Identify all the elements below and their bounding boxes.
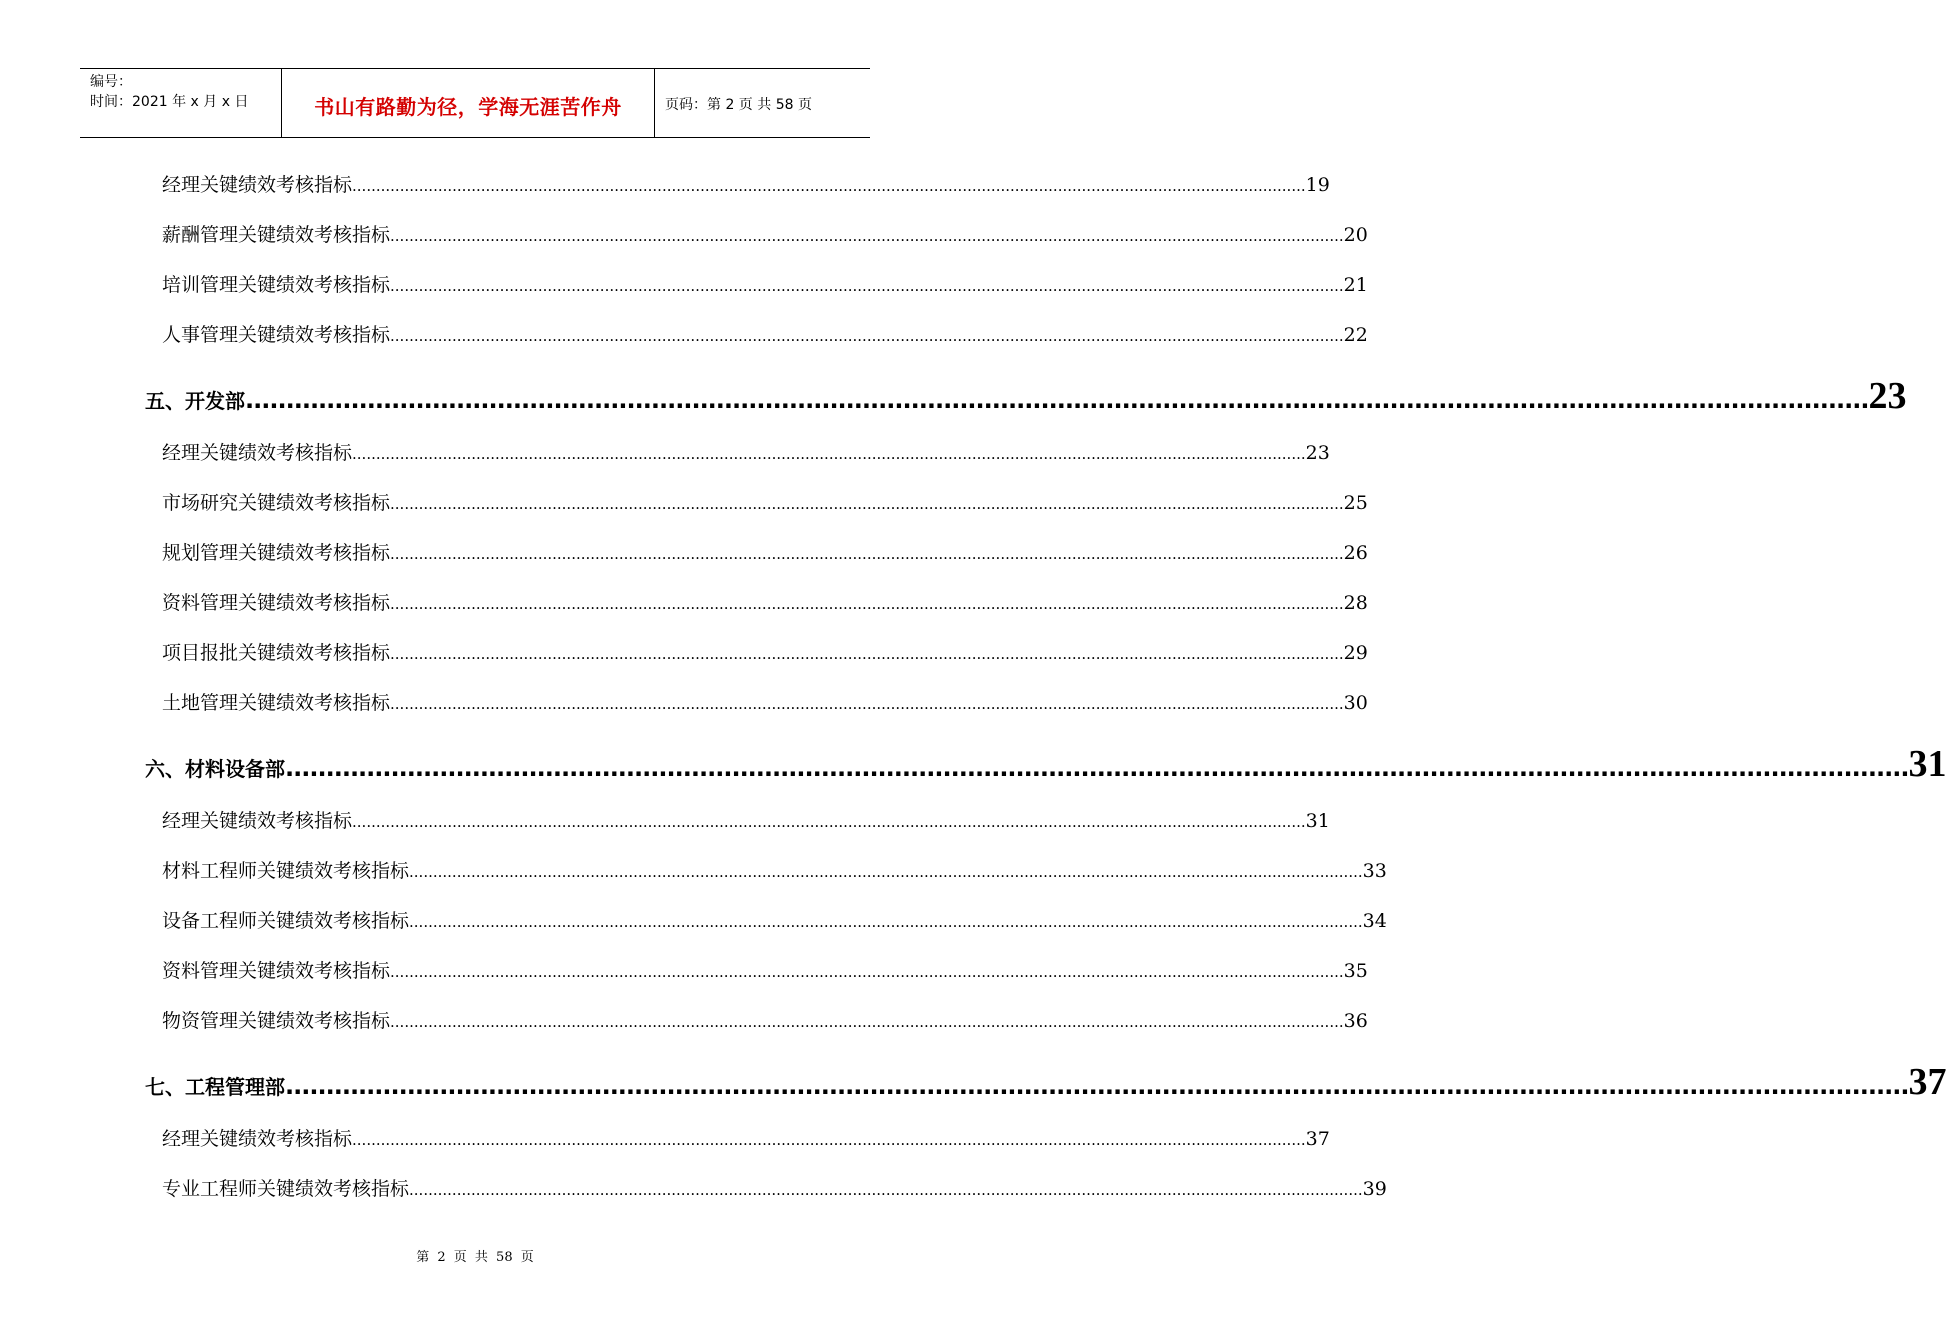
toc-leader-dots: ........................................................................................................................................................................................................ (390, 227, 1344, 245)
toc-page-number: 29 (1343, 642, 1368, 664)
toc-entry[interactable] (162, 688, 1368, 718)
toc-leader-dots: ........................................................................................................................................................................................................ (390, 327, 1344, 345)
toc-entry[interactable] (162, 170, 1330, 200)
toc-entry-label: 资料管理关键绩效考核指标 (162, 960, 391, 982)
toc-leader-dots: ........................................................................................................................................................................................................ (409, 863, 1363, 881)
toc-page-number: 33 (1362, 860, 1387, 882)
toc-leader-dots: ........................................................................................................................................................................................................ (409, 1181, 1363, 1199)
toc-entry[interactable] (162, 1006, 1368, 1036)
toc-leader-dots: ........................................................................................................................................................................................................ (352, 1131, 1306, 1149)
toc-leader-dots: ........................................................................................................................................................................................................ (390, 545, 1344, 563)
toc-entry-label: 物资管理关键绩效考核指标 (162, 1010, 391, 1032)
toc-entry-label: 六、材料设备部 (145, 757, 285, 781)
toc-entry[interactable] (162, 1174, 1387, 1204)
toc-entry-label: 经理关键绩效考核指标 (162, 810, 353, 832)
toc-page-number: 23 (1868, 375, 1907, 417)
toc-entry-label: 项目报批关键绩效考核指标 (162, 642, 391, 664)
toc-entry-label: 薪酬管理关键绩效考核指标 (162, 224, 391, 246)
toc-section-entry[interactable] (145, 742, 1946, 788)
toc-page-number: 37 (1305, 1128, 1330, 1150)
toc-entry-label: 七、工程管理部 (145, 1075, 285, 1099)
page-header (80, 68, 870, 138)
toc-leader-dots: ........................................................................................................................................................................................................ (390, 495, 1344, 513)
toc-section-entry[interactable] (145, 374, 1907, 420)
toc-leader-dots: ........................................................................................................................................................................................................ (285, 1072, 1909, 1100)
toc-entry[interactable] (162, 856, 1387, 886)
header-motto-cell (282, 69, 655, 137)
toc-entry-label: 材料工程师关键绩效考核指标 (162, 860, 410, 882)
toc-page-number: 25 (1343, 492, 1368, 514)
toc-entry-label: 规划管理关键绩效考核指标 (162, 542, 391, 564)
toc-entry-label: 资料管理关键绩效考核指标 (162, 592, 391, 614)
toc-entry-label: 经理关键绩效考核指标 (162, 442, 353, 464)
toc-leader-dots: ........................................................................................................................................................................................................ (352, 813, 1306, 831)
time-label: 时间：2021 年 x 月 x 日 (90, 94, 249, 110)
toc-leader-dots: ........................................................................................................................................................................................................ (390, 963, 1344, 981)
toc-entry-label: 经理关键绩效考核指标 (162, 174, 353, 196)
toc-entry[interactable] (162, 588, 1368, 618)
toc-page-number: 20 (1343, 224, 1368, 246)
toc-entry[interactable] (162, 638, 1368, 668)
toc-page-number: 30 (1343, 692, 1368, 714)
toc-leader-dots: ........................................................................................................................................................................................................ (245, 386, 1869, 414)
toc-page-number: 28 (1343, 592, 1368, 614)
toc-page-number: 36 (1343, 1010, 1368, 1032)
toc-leader-dots: ........................................................................................................................................................................................................ (390, 645, 1344, 663)
toc-entry[interactable] (162, 220, 1368, 250)
header-page-cell (655, 69, 870, 137)
page-footer: 第 2 页 共 58 页 (416, 1250, 534, 1265)
toc-page-number: 23 (1305, 442, 1330, 464)
toc-leader-dots: ........................................................................................................................................................................................................ (390, 595, 1344, 613)
toc-entry-label: 人事管理关键绩效考核指标 (162, 324, 391, 346)
toc-leader-dots: ........................................................................................................................................................................................................ (352, 177, 1306, 195)
toc-entry-label: 市场研究关键绩效考核指标 (162, 492, 391, 514)
toc-page-number: 39 (1362, 1178, 1387, 1200)
toc-entry[interactable] (162, 1124, 1330, 1154)
page-info: 页码：第 2 页 共 58 页 (665, 97, 812, 113)
toc-entry[interactable] (162, 270, 1368, 300)
toc-entry[interactable] (162, 488, 1368, 518)
toc-leader-dots: ........................................................................................................................................................................................................ (390, 277, 1344, 295)
toc-entry-label: 五、开发部 (145, 389, 245, 413)
toc-entry[interactable] (162, 538, 1368, 568)
toc-page-number: 35 (1343, 960, 1368, 982)
toc-entry[interactable] (162, 438, 1330, 468)
toc-leader-dots: ........................................................................................................................................................................................................ (409, 913, 1363, 931)
number-label: 编号： (90, 74, 132, 90)
toc-leader-dots: ........................................................................................................................................................................................................ (352, 445, 1306, 463)
toc-leader-dots: ........................................................................................................................................................................................................ (390, 1013, 1344, 1031)
toc-page-number: 34 (1362, 910, 1387, 932)
toc-page-number: 31 (1908, 743, 1946, 785)
toc-page-number: 31 (1305, 810, 1330, 832)
toc-entry[interactable] (162, 320, 1368, 350)
header-meta-cell (80, 69, 282, 137)
toc-entry-label: 设备工程师关键绩效考核指标 (162, 910, 410, 932)
toc-entry[interactable] (162, 906, 1387, 936)
toc-page-number: 21 (1343, 274, 1368, 296)
toc-entry-label: 经理关键绩效考核指标 (162, 1128, 353, 1150)
toc-leader-dots: ........................................................................................................................................................................................................ (285, 754, 1909, 782)
toc-section-entry[interactable] (145, 1060, 1946, 1106)
toc-page-number: 19 (1305, 174, 1330, 196)
toc-entry[interactable] (162, 956, 1368, 986)
toc-entry-label: 专业工程师关键绩效考核指标 (162, 1178, 410, 1200)
toc-leader-dots: ........................................................................................................................................................................................................ (390, 695, 1344, 713)
motto-text: 书山有路勤为径，学海无涯苦作舟 (314, 94, 622, 119)
toc-entry[interactable] (162, 806, 1330, 836)
toc-page-number: 22 (1343, 324, 1368, 346)
toc-page-number: 26 (1343, 542, 1368, 564)
toc-page-number: 37 (1908, 1061, 1946, 1103)
toc-entry-label: 土地管理关键绩效考核指标 (162, 692, 391, 714)
toc-entry-label: 培训管理关键绩效考核指标 (162, 274, 391, 296)
